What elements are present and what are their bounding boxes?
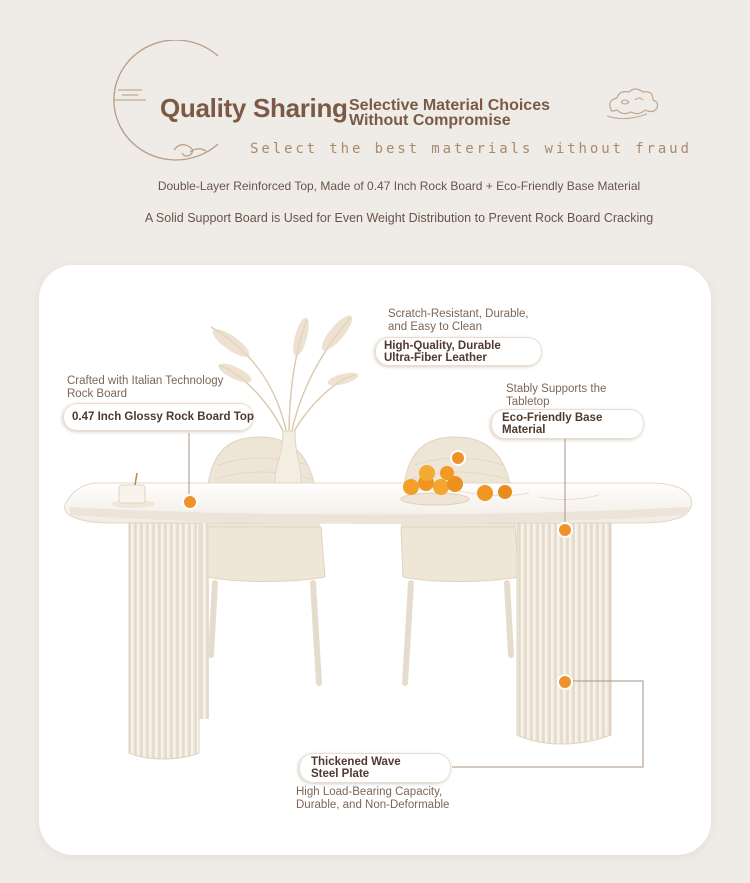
rock-board-note — [67, 375, 223, 401]
base-label-line-1: Eco-Friendly Base — [502, 412, 603, 424]
rock-board-label — [63, 403, 254, 431]
steel-plate-note-line-1: High Load-Bearing Capacity, — [296, 786, 443, 798]
leather-note-line-2: and Easy to Clean — [388, 321, 482, 333]
steel-plate-note — [296, 786, 449, 812]
leather-note-line-1: Scratch-Resistant, Durable, — [388, 308, 529, 320]
hotspot-base[interactable] — [557, 522, 573, 538]
subtitle-line-2: Without Compromise — [349, 112, 511, 129]
hotspot-steel[interactable] — [557, 674, 573, 690]
base-note-line-1: Stably Supports the — [506, 383, 607, 395]
leather-note — [388, 308, 529, 334]
page-subtitle — [349, 98, 550, 128]
steel-plate-label-line-1: Thickened Wave — [311, 756, 401, 768]
cloud-ornament-icon — [605, 86, 661, 122]
steel-plate-label — [299, 753, 451, 783]
pampas-plumes — [209, 312, 360, 388]
leather-label-line-1: High-Quality, Durable — [384, 339, 501, 352]
tagline: Select the best materials without fraud — [250, 141, 692, 157]
leather-label-line-2: Ultra-Fiber Leather — [384, 351, 487, 364]
rock-board-label-text: 0.47 Inch Glossy Rock Board Top — [72, 411, 254, 423]
orange — [498, 485, 512, 499]
table-leg-left — [129, 523, 199, 759]
page-title: Quality Sharing — [160, 93, 348, 123]
base-note — [506, 383, 606, 409]
base-label-line-2: Material — [502, 424, 546, 436]
rock-board-note-line-2: Rock Board — [67, 388, 128, 400]
description-line-1: Double-Layer Reinforced Top, Made of 0.47 Inch Rock Board + Eco-Friendly Base Material — [157, 179, 641, 193]
steel-plate-note-line-2: Durable, and Non-Deformable — [296, 799, 450, 811]
table-leg-right — [517, 523, 611, 744]
orange — [477, 485, 493, 501]
leather-label — [375, 337, 542, 366]
base-label — [491, 409, 644, 439]
rock-board-note-line-1: Crafted with Italian Technology — [67, 375, 224, 387]
hotspot-leather[interactable] — [450, 450, 466, 466]
description-line-2: A Solid Support Board is Used for Even Weight Distribution to Prevent Rock Board Cracking — [144, 211, 654, 225]
hotspot-rock-board[interactable] — [182, 494, 198, 510]
base-note-line-2: Tabletop — [506, 396, 550, 408]
subtitle-line-1: Selective Material Choices — [349, 97, 550, 114]
steel-plate-label-line-2: Steel Plate — [311, 768, 370, 780]
